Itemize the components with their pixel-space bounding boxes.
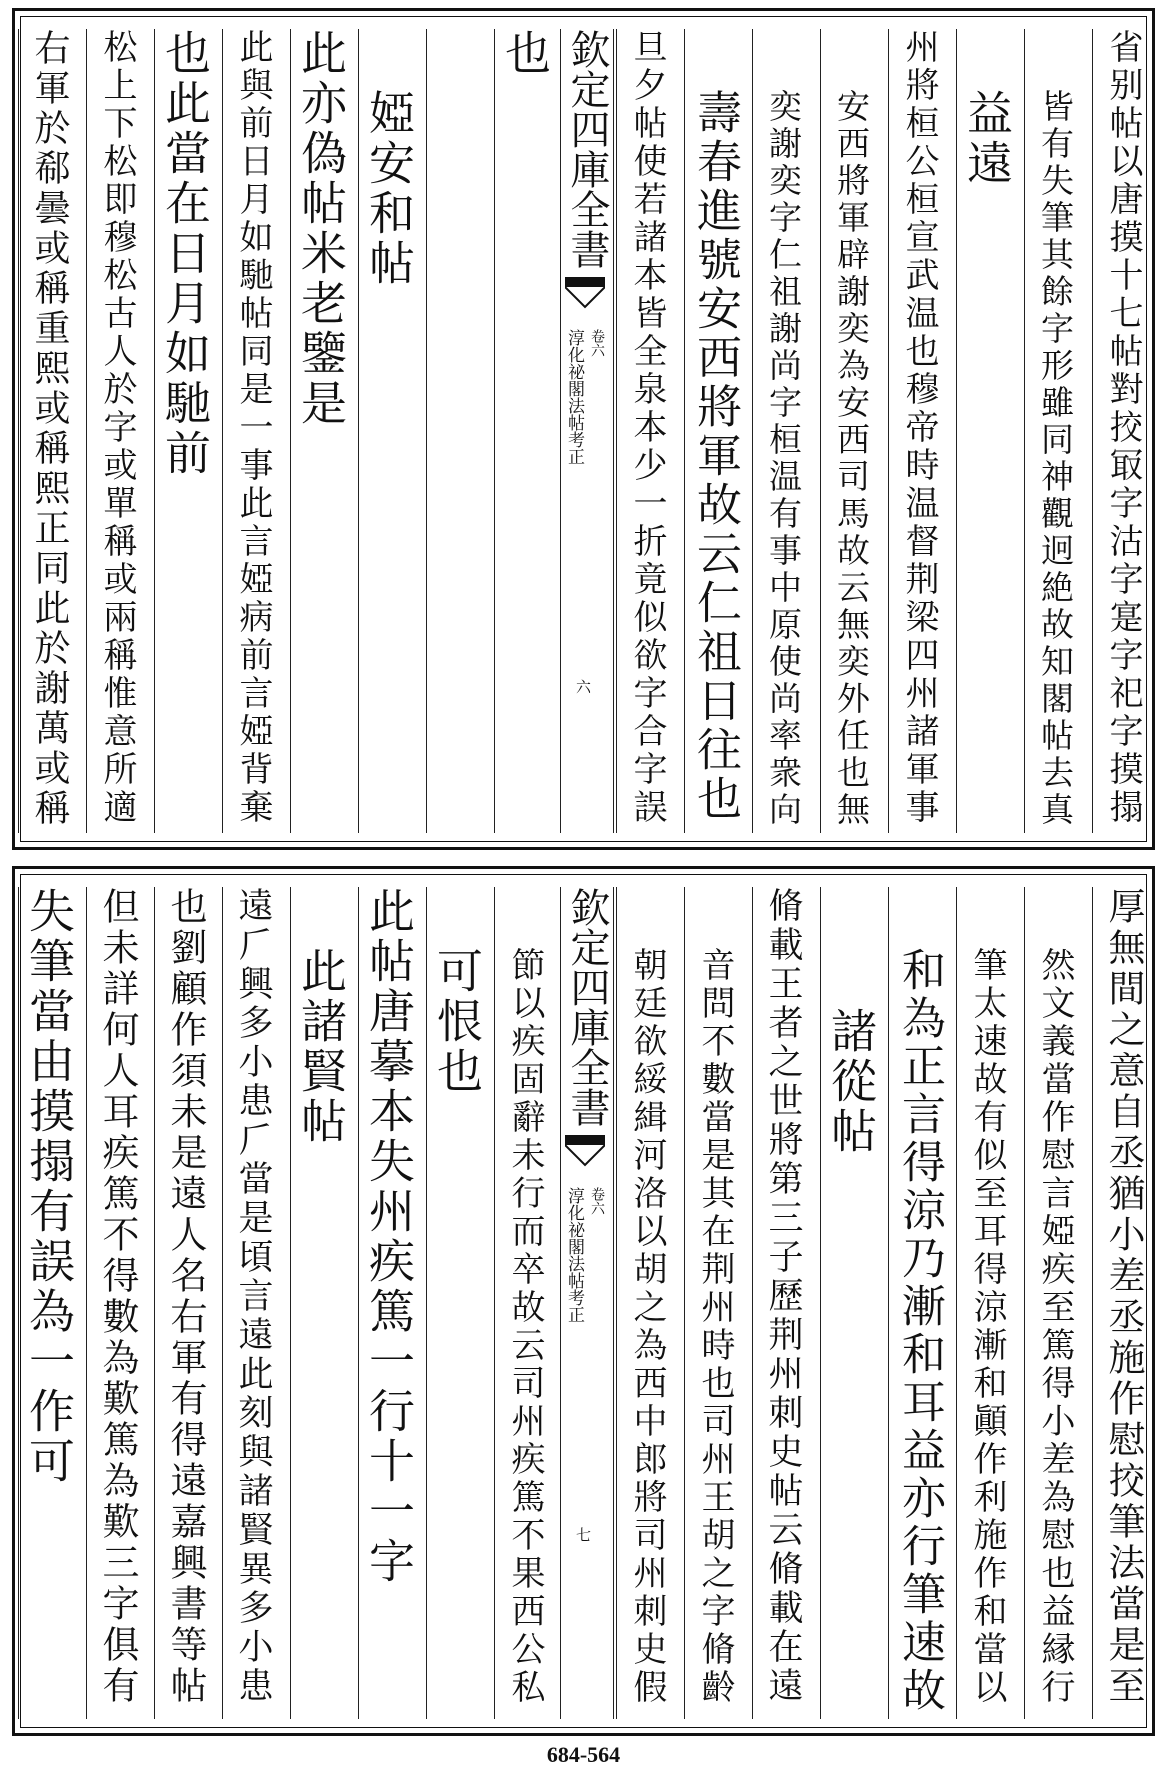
text-column [616, 29, 677, 833]
text-column [494, 29, 555, 833]
spine-volume: 卷六 [589, 329, 605, 357]
column-text: 然文義當作慰言婭疾至篤得小差為慰也益縁行 [1035, 947, 1075, 1707]
text-column [888, 29, 949, 833]
column-text: 節以疾固辭未行而卒故云司州疾篤不果西公私 [505, 947, 545, 1707]
text-column [86, 887, 147, 1719]
column-text: 可恨也 [430, 947, 484, 1097]
spine-subtitle: 淳化祕閣法帖考正 [564, 329, 584, 465]
text-column [290, 887, 351, 1719]
column-text: 安西將軍辟謝奕為安西司馬故云無奕外任也無 [832, 89, 871, 829]
text-column [18, 29, 79, 833]
spine-page: 六 [574, 679, 592, 694]
text-column [18, 887, 79, 1719]
column-text: 但未詳何人耳疾篤不得數為歎篤為歎三字俱有 [96, 887, 139, 1707]
column-text: 和為正言得涼乃漸和耳益亦行筆速故 [894, 947, 945, 1715]
center-spine [560, 29, 614, 833]
column-text: 旦夕帖使若諸本皆全泉本少一折竟似欲字合字誤 [627, 29, 667, 827]
page-panel-bottom [12, 866, 1155, 1736]
text-column [358, 887, 419, 1719]
column-text: 松上下松即穆松古人於字或單稱或兩稱惟意所適 [97, 29, 137, 827]
column-text: 失筆當由摸搨有誤為一作可 [22, 887, 76, 1487]
column-text: 壽春進號安西將軍故云仁祖日往也 [689, 89, 742, 824]
text-column [426, 29, 487, 833]
column-text: 此帖唐摹本失州疾篤一行十一字 [362, 887, 416, 1587]
page-number: 684-564 [546, 1742, 621, 1767]
spine-volume: 卷六 [589, 1187, 605, 1215]
column-text: 諸從帖 [824, 1007, 878, 1157]
text-column [616, 887, 677, 1719]
column-text: 遠𠂆興多小患𠂆當是頃言遠此刻與諸賢異多小患 [233, 887, 273, 1706]
text-column [752, 29, 813, 833]
spine-page: 七 [574, 1527, 592, 1542]
column-text: 脩載王者之世將第三子歷荆州刺史帖云脩載在遠 [763, 887, 803, 1706]
text-column [956, 29, 1017, 833]
column-text: 此亦偽帖米老鑒是 [294, 29, 348, 429]
column-text: 益遠 [960, 89, 1014, 189]
text-column [154, 887, 215, 1719]
text-column [222, 29, 283, 833]
column-text: 也劉顧作須未是遠人名右軍有得遠嘉興書等帖 [164, 887, 207, 1707]
text-column [820, 887, 881, 1719]
fish-tail-mark-icon [565, 277, 605, 317]
column-text: 也 [498, 29, 552, 79]
column-text: 右軍於郗曇或稱重熙或稱熙正同此於謝萬或稱 [29, 29, 70, 829]
column-text: 朝廷欲綏緝河洛以胡之為西中郎將司州刺史假 [627, 947, 667, 1707]
column-text: 此與前日月如馳帖同是一事此言婭病前言婭背棄 [233, 29, 273, 827]
center-spine [560, 887, 614, 1719]
text-column [86, 29, 147, 833]
spine-title: 欽定四庫全書 [564, 887, 610, 1127]
text-column [684, 29, 745, 833]
column-text: 皆有失筆其餘字形雖同神觀迥絶故知閣帖去真 [1036, 89, 1075, 829]
column-text: 州將桓公桓宣武温也穆帝時温督荆梁四州諸軍事 [899, 29, 939, 827]
text-column [358, 29, 419, 833]
column-text: 音問不數當是其在荆州時也司州王胡之字脩齡 [695, 947, 735, 1707]
column-text: 婭安和帖 [362, 89, 416, 289]
fish-tail-mark-icon [565, 1135, 605, 1175]
spine-subtitle: 淳化祕閣法帖考正 [564, 1187, 584, 1323]
column-text: 厚無間之意自丞猶小差丞施作慰挍筆法當是至 [1102, 887, 1145, 1707]
text-column [1024, 887, 1085, 1719]
spine-title: 欽定四庫全書 [564, 29, 610, 269]
text-column [154, 29, 215, 833]
text-column [820, 29, 881, 833]
text-column [1092, 29, 1153, 833]
text-column [1024, 29, 1085, 833]
column-text: 此諸賢帖 [294, 947, 348, 1147]
column-text: 奕謝奕字仁祖謝尚字桓温有事中原使尚率衆向 [764, 89, 803, 829]
column-text: 也此當在日月如馳前 [158, 29, 212, 479]
text-column [888, 887, 949, 1719]
text-column [426, 887, 487, 1719]
page-panel-top [12, 8, 1155, 850]
text-column [752, 887, 813, 1719]
column-text: 省别帖以唐摸十七帖對挍冣字沽字寔字祀字摸搨 [1103, 29, 1143, 827]
text-column [494, 887, 555, 1719]
text-column [290, 29, 351, 833]
text-column [684, 887, 745, 1719]
text-column [956, 887, 1017, 1719]
text-column [1092, 887, 1153, 1719]
column-text: 筆太速故有似至耳得涼漸和顚作利施作和當以 [967, 947, 1007, 1707]
text-column [222, 887, 283, 1719]
